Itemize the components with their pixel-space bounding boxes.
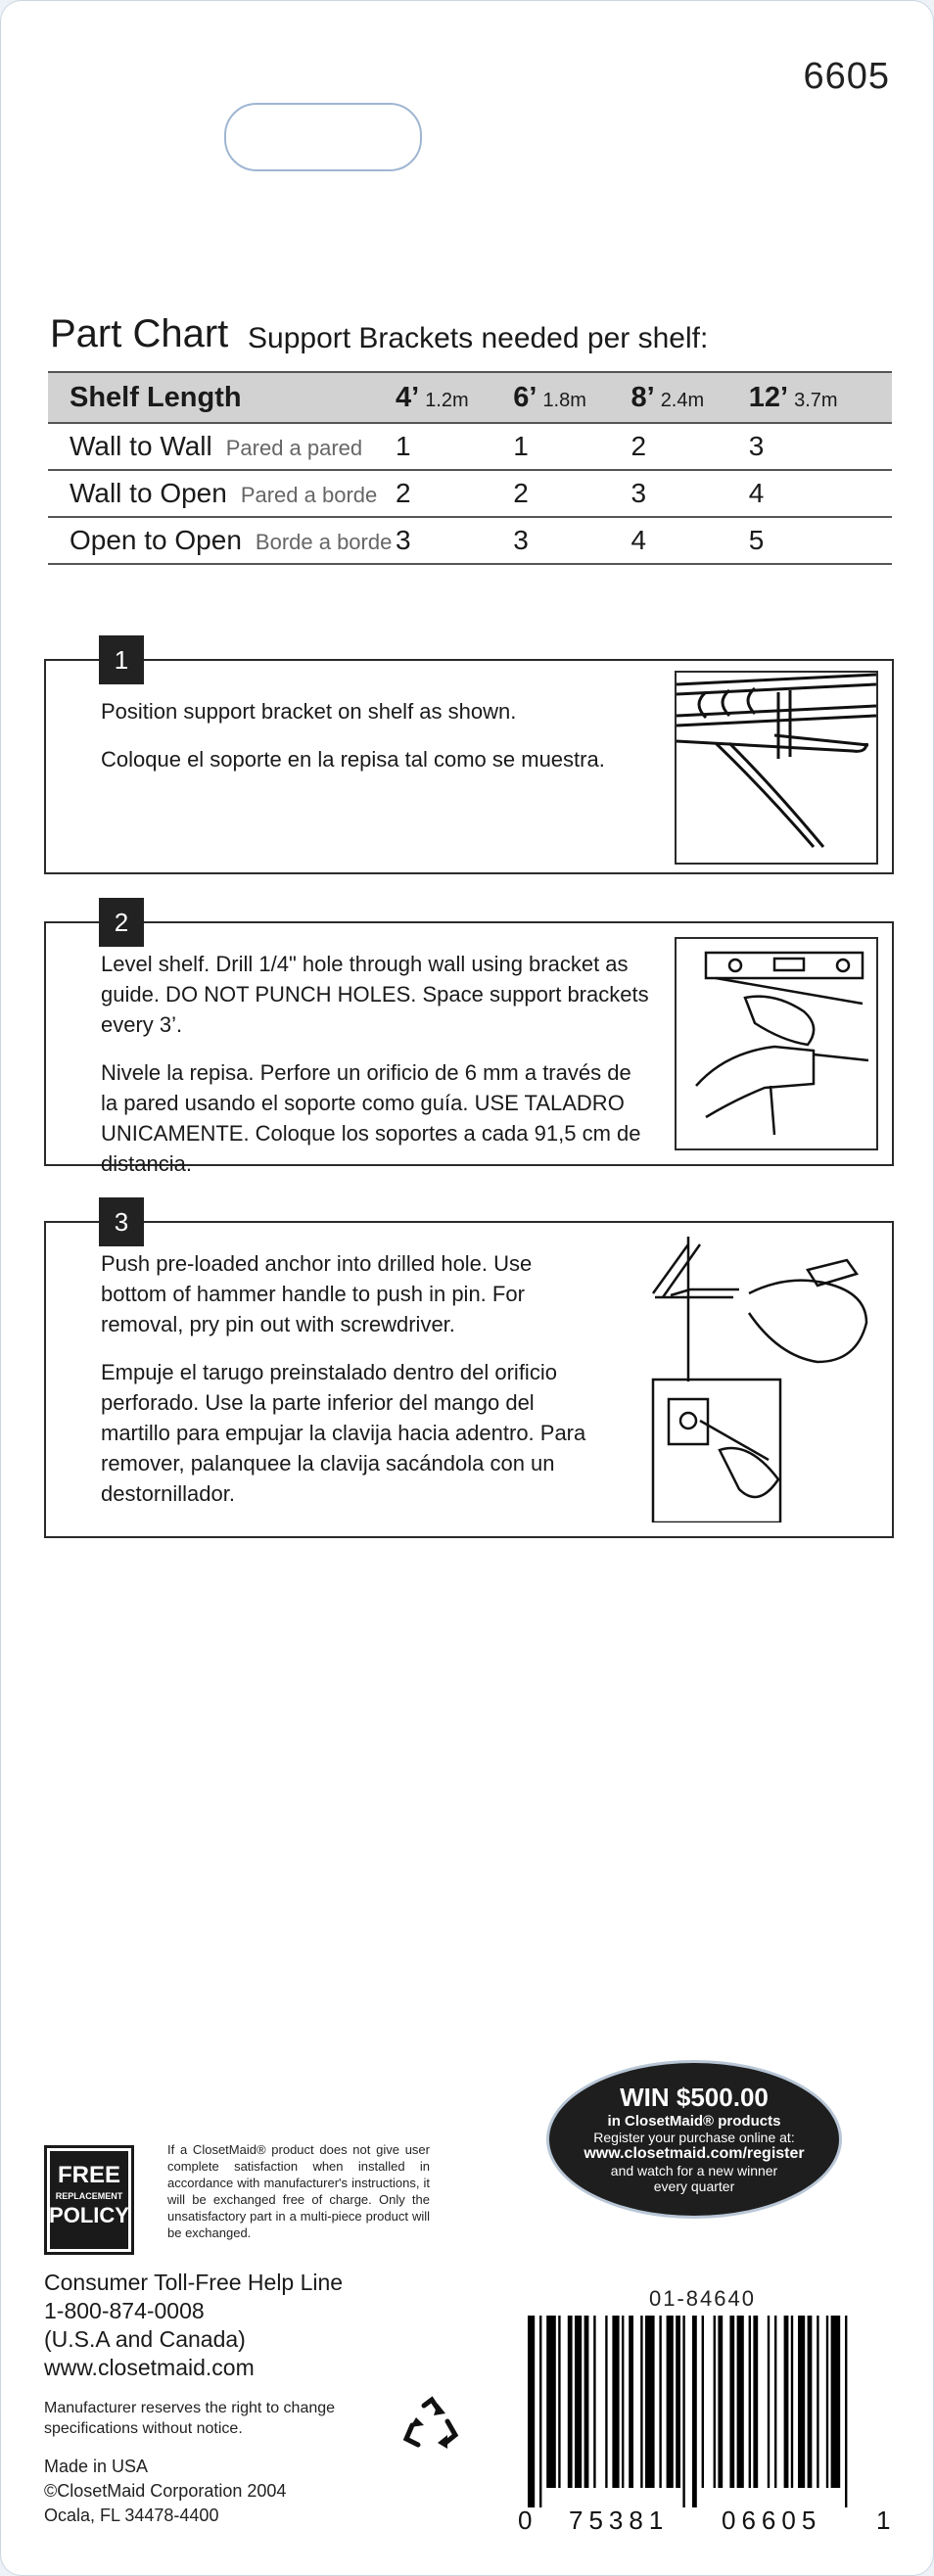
barcode-bar (558, 2316, 560, 2488)
upc-barcode (528, 2316, 894, 2507)
barcode-bar (753, 2316, 758, 2488)
barcode-left-digits: 75381 (569, 2506, 670, 2535)
table-cell: 4 (631, 517, 749, 564)
free-replacement-policy-badge (44, 2145, 134, 2255)
help-line-region: (U.S.A and Canada) (44, 2326, 246, 2352)
barcode-bar (568, 2316, 573, 2488)
table-row (48, 470, 892, 517)
barcode-bar (546, 2316, 556, 2488)
table-row (48, 517, 892, 564)
barcode-bar (659, 2316, 661, 2488)
barcode-bar (817, 2316, 818, 2488)
policy-replacement: REPLACEMENT (55, 2191, 123, 2201)
barcode-check-digit: 1 (876, 2506, 891, 2535)
barcode-bar (676, 2316, 680, 2488)
table-cell: 3 (396, 517, 513, 564)
barcode-bar (629, 2316, 633, 2488)
row-label: Wall to Open Pared a borde (48, 470, 396, 517)
step-2-illustration (675, 937, 878, 1150)
step-text (101, 949, 649, 1196)
header-size-8: 8’ 2.4m (631, 372, 749, 423)
step-number: 3 (99, 1197, 144, 1246)
barcode-bar (584, 2316, 589, 2488)
barcode-bar (768, 2316, 770, 2488)
table-cell: 1 (513, 423, 630, 470)
table-cell: 2 (513, 470, 630, 517)
step-text (101, 696, 649, 792)
barcode-bar (605, 2316, 607, 2488)
step-1-illustration (675, 671, 878, 865)
table-cell: 4 (749, 470, 892, 517)
table-cell: 3 (631, 470, 749, 517)
disclaimer (44, 2398, 335, 2439)
barcode-bar (645, 2316, 655, 2488)
table-cell: 5 (749, 517, 892, 564)
barcode-bar (539, 2316, 541, 2507)
barcode-first-digit: 0 (518, 2506, 533, 2535)
barcode-bar (667, 2316, 674, 2488)
promo-badge (549, 2063, 839, 2216)
promo-watch: and watch for a new winner (610, 2163, 778, 2178)
anchor-and-hammer-drawing (641, 1235, 876, 1522)
header-size-12: 12’ 3.7m (749, 372, 892, 423)
barcode-bar (622, 2316, 624, 2488)
barcode-bar (729, 2316, 734, 2488)
step-3-illustration (641, 1235, 876, 1522)
help-line-phone: 1-800-874-0008 (44, 2298, 205, 2323)
promo-products: in ClosetMaid® products (607, 2113, 781, 2130)
barcode-bar (808, 2316, 813, 2488)
promo-register: Register your purchase online at: (593, 2130, 795, 2145)
disclaimer-line: specifications without notice. (44, 2420, 243, 2437)
drill-and-level-drawing (677, 939, 876, 1148)
bracket-on-shelf-drawing (677, 673, 876, 863)
help-line-title: Consumer Toll-Free Help Line (44, 2270, 344, 2295)
step-text-en: Position support bracket on shelf as shown. (101, 699, 517, 724)
barcode-right-digits: 06605 (722, 2506, 822, 2535)
table-row (48, 423, 892, 470)
barcode-bar (798, 2316, 805, 2488)
table-header-row (48, 372, 892, 423)
recycle-icon (402, 2396, 459, 2453)
step-2-box (44, 907, 894, 1176)
barcode-bar (702, 2316, 704, 2488)
row-label: Wall to Wall Pared a pared (48, 423, 396, 470)
step-1-box (44, 644, 894, 874)
sku-number: 6605 (803, 56, 890, 97)
step-text-en: Level shelf. Drill 1/4" hole through wall using bracket as guide. DO NOT PUNCH HOLES. Space support brackets every 3’. (101, 952, 649, 1037)
table-cell: 2 (631, 423, 749, 470)
barcode-bar (612, 2316, 619, 2488)
table-cell: 1 (396, 423, 513, 470)
table-cell: 3 (513, 517, 630, 564)
part-chart-table (48, 371, 892, 565)
made-in-line: Made in USA (44, 2457, 149, 2476)
promo-url: www.closetmaid.com/register (584, 2145, 805, 2162)
barcode-bar (831, 2316, 841, 2488)
barcode-bar (791, 2316, 793, 2488)
step-number: 1 (99, 635, 144, 684)
barcode-bar (575, 2316, 582, 2488)
policy-free: FREE (57, 2162, 120, 2188)
part-chart-subtitle: Support Brackets needed per shelf: (248, 322, 709, 354)
barcode-bar (692, 2316, 697, 2507)
guarantee-text: If a ClosetMaid® product does not give user complete satisfaction when installed in accordance with manufacturer's instructions, it will be exchanged free of charge. Only the unsatisfactory part in a multi-piece product will be exchanged. (167, 2142, 430, 2240)
product-code: 01-84640 (649, 2286, 756, 2311)
step-text-es: Empuje el tarugo preinstalado dentro del orificio perforado. Use la parte inferior del mango del martillo para empujar la clavija hacia adentro. Para remover, palanquee la clavija sacándola con un destornillador. (101, 1360, 586, 1506)
address-line: Ocala, FL 34478-4400 (44, 2506, 219, 2525)
header-size-4: 4’ 1.2m (396, 372, 513, 423)
step-text-es: Coloque el soporte en la repisa tal como se muestra. (101, 747, 605, 772)
barcode-bar (640, 2316, 642, 2488)
barcode-bar (528, 2316, 535, 2507)
barcode-bar (749, 2316, 751, 2488)
barcode-bar (593, 2316, 595, 2488)
step-text (101, 1248, 590, 1526)
barcode-bar (845, 2316, 847, 2507)
hang-hole (224, 103, 422, 171)
header-shelf-length: Shelf Length (48, 372, 396, 423)
barcode-bar (826, 2316, 828, 2488)
table-cell: 3 (749, 423, 892, 470)
row-label: Open to Open Borde a borde (48, 517, 396, 564)
promo-headline: WIN $500.00 (620, 2083, 769, 2112)
step-text-es: Nivele la repisa. Perfore un orificio de 6 mm a través de la pared usando el soporte como guía. USE TALADRO UNICAMENTE. Coloque los soportes a cada 91,5 cm de distancia. (101, 1060, 641, 1176)
help-line (44, 2269, 343, 2382)
header-size-6: 6’ 1.8m (513, 372, 630, 423)
step-3-box (44, 1206, 894, 1538)
step-number: 2 (99, 898, 144, 947)
disclaimer-line: Manufacturer reserves the right to change (44, 2400, 336, 2416)
barcode-bar (714, 2316, 716, 2488)
barcode-bar (682, 2316, 684, 2507)
barcode-bar (737, 2316, 744, 2488)
barcode-bar (718, 2316, 723, 2488)
table-cell: 2 (396, 470, 513, 517)
help-line-web: www.closetmaid.com (44, 2355, 255, 2380)
step-text-en: Push pre-loaded anchor into drilled hole. Use bottom of hammer handle to push in pin. For removal, pry pin out with screwdriver. (101, 1251, 533, 1336)
policy-policy: POLICY (49, 2203, 129, 2227)
promo-quarter: every quarter (653, 2178, 735, 2194)
barcode-bar (784, 2316, 789, 2488)
copyright-line: ©ClosetMaid Corporation 2004 (44, 2481, 287, 2501)
part-chart-title: Part Chart (50, 312, 229, 355)
barcode-bar (774, 2316, 776, 2488)
made-in (44, 2455, 286, 2528)
